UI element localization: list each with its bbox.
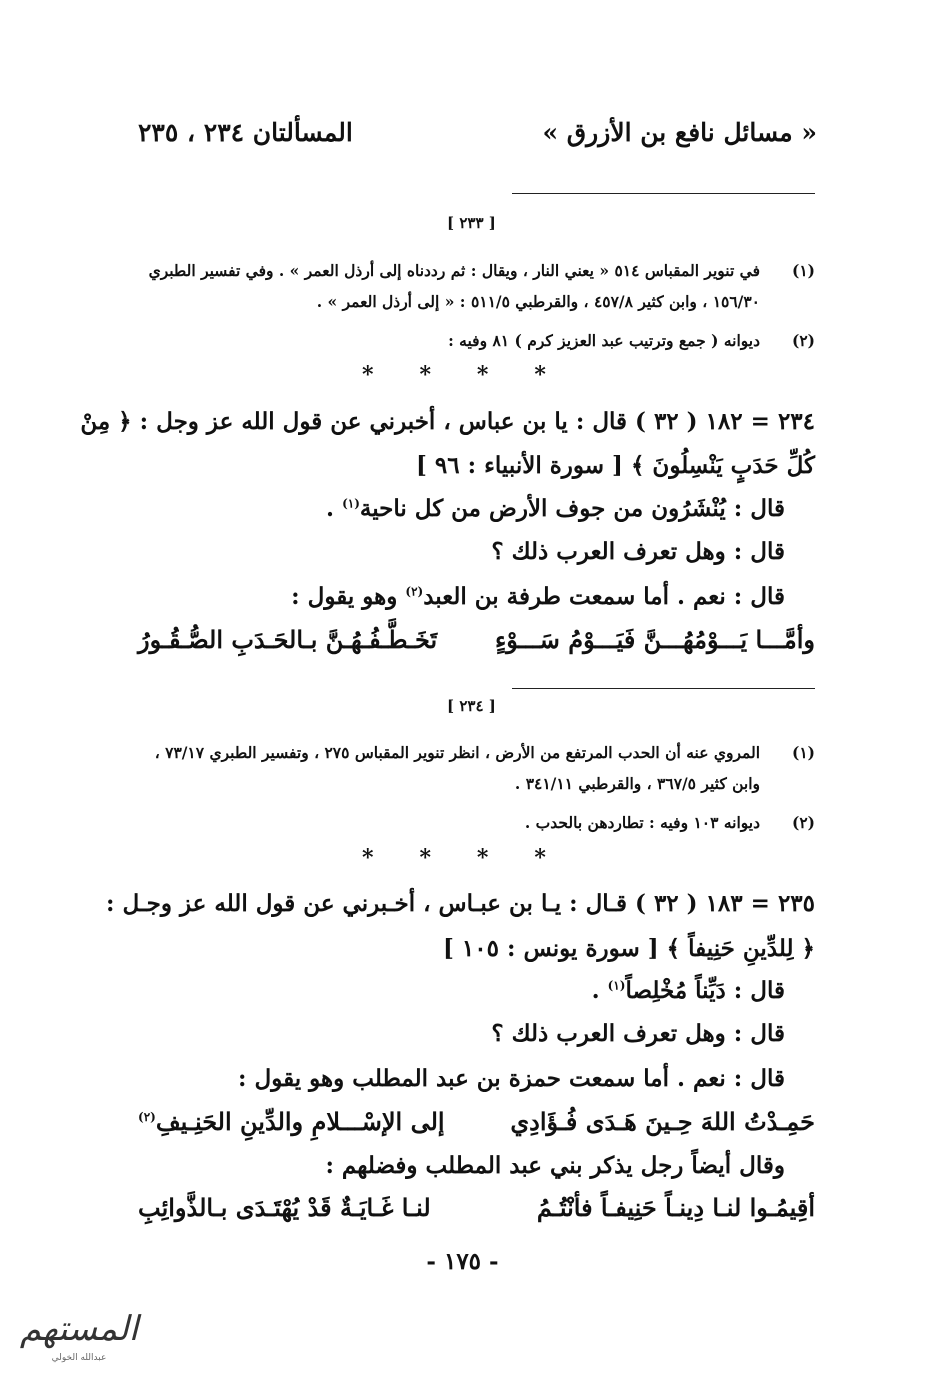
q235-line-5: قال : نعم . أما سمعت حمزة بن عبد المطلب وهو يقول : bbox=[238, 1065, 785, 1092]
footnote-2 bbox=[130, 807, 815, 838]
footnote-block-marker: [ ٢٣٣ ] bbox=[447, 214, 496, 232]
note-ref: (١) bbox=[607, 978, 626, 993]
verse1-second-hemistich bbox=[138, 1107, 445, 1136]
watermark-logo bbox=[12, 1298, 147, 1368]
q235-line-2: ﴿ لِلدِّينِ حَنِيفاً ﴾ [ سورة يونس : ١٠٥ ] bbox=[442, 935, 815, 962]
verse2-first-hemistich: أقِيمُـوا لنـا دِينـاً حَنِيفـاً فأنْتُـمُ bbox=[536, 1193, 815, 1222]
section-title: المسألتان ٢٣٤ ، ٢٣٥ bbox=[138, 118, 353, 147]
q235-line-4: قال : وهل تعرف العرب ذلك ؟ bbox=[491, 1020, 785, 1047]
q235-line-1: ٢٣٥ = ١٨٣ ( ٣٢ ) قـال : يـا بن عبـاس ، أخـبرني عن قول الله عز وجـل : bbox=[105, 890, 815, 917]
footnote-text: في تنوير المقباس ٥١٤ « يعني النار ، ويقال : ثم رددناه إلى أرذل العمر » . وفي تفسير الطبري ١٥٦/٣٠ ، وابن كثير ٤٥٧/٨ ، والقرطبي ٥١١/٥ : « إلى أرذل العمر » . bbox=[148, 261, 760, 311]
q234-line-4: قال : وهل تعرف العرب ذلك ؟ bbox=[491, 538, 785, 565]
footnote-1 bbox=[130, 737, 815, 799]
note-ref: (٢) bbox=[405, 584, 424, 599]
section-divider-stars: * * * * bbox=[362, 845, 546, 871]
logo-text: المستهم bbox=[19, 1309, 139, 1349]
footnote-number: (١) bbox=[791, 261, 815, 280]
footnote-text: المروي عنه أن الحدب المرتفع من الأرض ، انظر تنوير المقباس ٢٧٥ ، وتفسير الطبري ٧٣/١٧ ، وابن كثير ٣٦٧/٥ ، والقرطبي ٣٤١/١١ . bbox=[154, 743, 760, 793]
footnote-number: (٢) bbox=[791, 813, 815, 832]
answer-text: قال : دَيِّناً مُخْلِصاً bbox=[625, 977, 785, 1004]
footnote-number: (٢) bbox=[791, 331, 815, 350]
footnote-block-marker: [ ٢٣٤ ] bbox=[447, 697, 496, 715]
answer-text: قال : يُنْشَرُون من جوف الأرض من كل ناحية bbox=[359, 495, 785, 522]
answer-end: . bbox=[591, 977, 608, 1004]
q234-line-2: كُلِّ حَدَبٍ يَنْسِلُونَ ﴾ [ سورة الأنبياء : ٩٦ ] bbox=[416, 452, 815, 479]
page-number: - ١٧٥ - bbox=[426, 1248, 499, 1275]
verse-second-hemistich: تَخَـطَّـفُـهُـنَّ بـالحَـدَبِ الصُّـقُـورُ bbox=[138, 625, 438, 654]
q234-line-5 bbox=[291, 583, 785, 610]
verse2-second-hemistich: لنـا غَـايَـةٌ قَدْ يُهْتَـدَى بـالذَّوائِبِ bbox=[138, 1193, 431, 1222]
q234-line-3 bbox=[326, 495, 785, 522]
footnote-2 bbox=[130, 325, 815, 356]
section-divider-stars: * * * * bbox=[362, 362, 546, 388]
q235-line-6: وقال أيضاً رجل يذكر بني عبد المطلب وفضلهم : bbox=[325, 1152, 785, 1179]
text: وهو يقول : bbox=[291, 583, 406, 610]
q235-line-3 bbox=[592, 977, 785, 1004]
text: قال : نعم . أما سمعت طرفة بن العبد bbox=[423, 583, 785, 610]
verse1-first-hemistich: حَمِـدْتُ اللهَ حِـينَ هَـدَى فُـؤَادِي bbox=[510, 1107, 815, 1136]
footnote-rule bbox=[512, 193, 815, 194]
footnote-text: ديوانه ١٠٣ وفيه : تطاردهن بالحدب . bbox=[524, 813, 760, 832]
footnote-1 bbox=[130, 255, 815, 317]
q234-line-1: ٢٣٤ = ١٨٢ ( ٣٢ ) قال : يا بن عباس ، أخبرني عن قول الله عز وجل : ﴿ مِنْ bbox=[80, 408, 815, 435]
running-title: « مسائل نافع بن الأزرق » bbox=[542, 118, 817, 147]
verse-first-hemistich: وأمَّـــا يَـــوْمُهُـــنَّ فَيَـــوْمُ سَـــوْءٍ bbox=[495, 625, 815, 654]
footnote-rule bbox=[512, 688, 815, 689]
logo-subtext: عبدالله الخولي bbox=[51, 1353, 107, 1363]
footnote-number: (١) bbox=[791, 743, 815, 762]
note-ref: (٢) bbox=[138, 1110, 156, 1124]
text: إلى الإسْـــلامِ والدِّينِ الحَنِـيفِ bbox=[155, 1107, 445, 1136]
note-ref: (١) bbox=[342, 496, 360, 511]
answer-end: . bbox=[326, 495, 343, 522]
footnote-text: ديوانه ( جمع وترتيب عبد العزيز كرم ) ٨١ وفيه : bbox=[448, 331, 760, 350]
